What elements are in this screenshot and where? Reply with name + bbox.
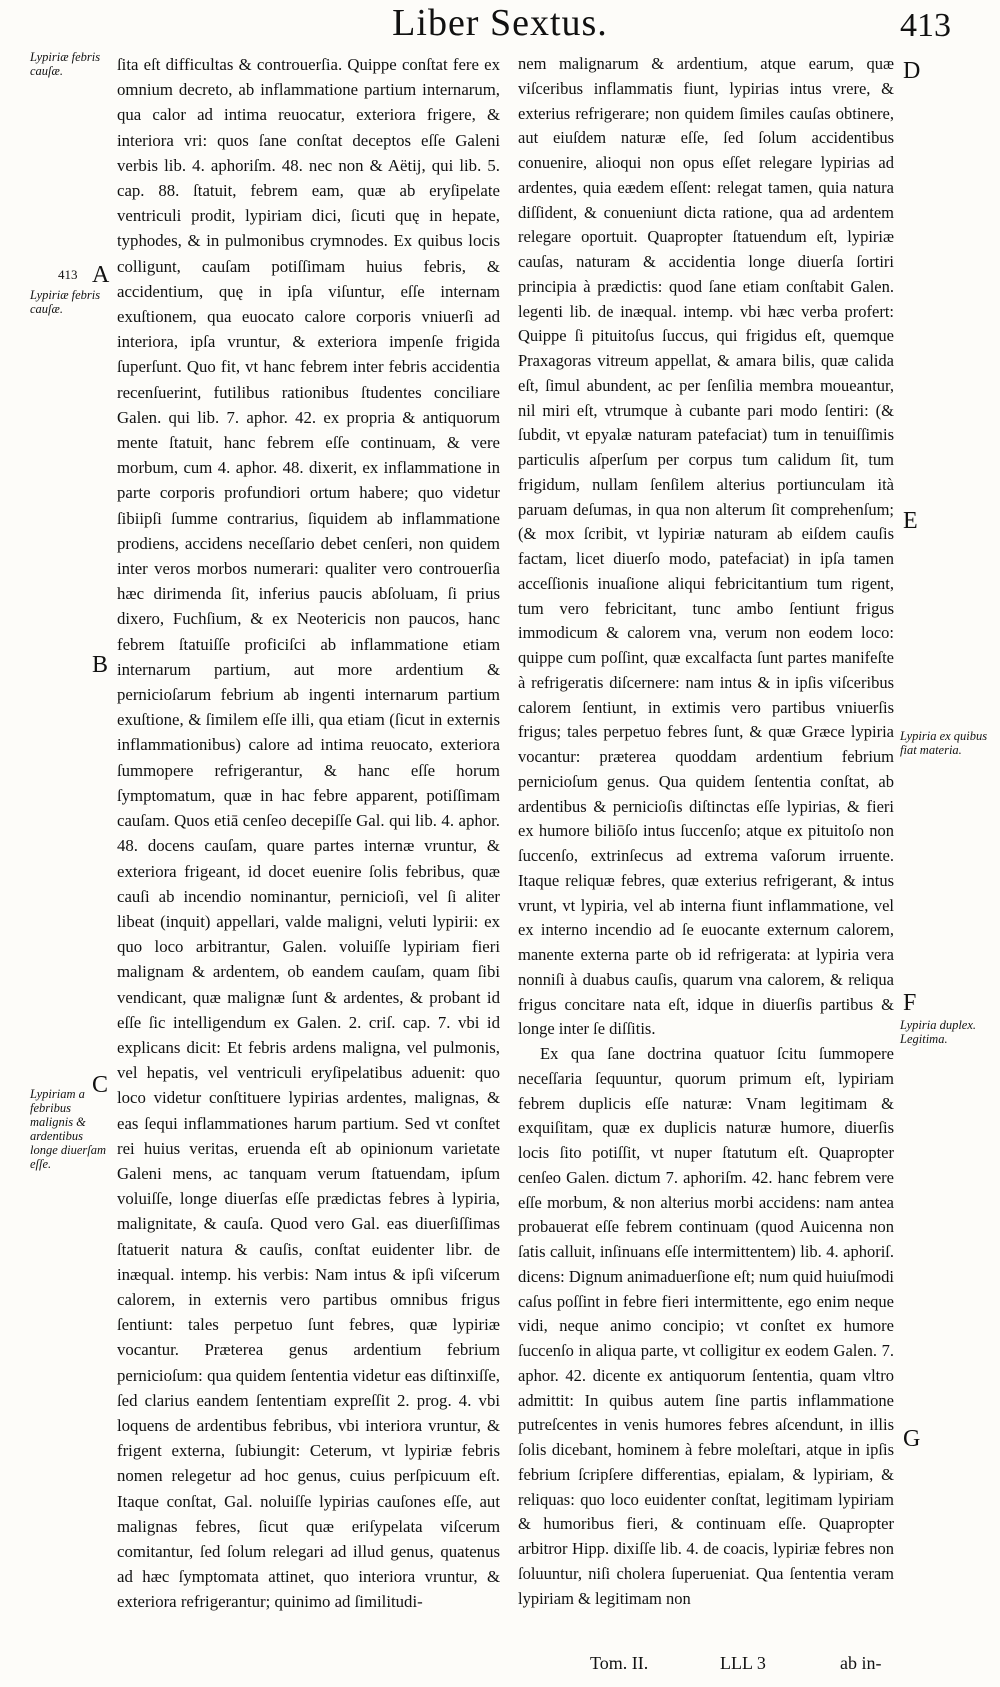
right-column-paragraph-1: nem malignarum & ardentium, atque earum, quæ viſceribus inflammatis fiunt, lypirias intus vrere, & exterius refrigerare; non quidem ſimiles cauſas obtinere, aut eiuſdem naturæ eſſe, ſed ſolum accidentibus conuenire, alioqui non opus eſſet relegare lypirias ad ardentes, quia eædem eſſent: relegat tamen, quia natura diſſident, & conueniunt dicta ratione, qua ad ardentem relegare oportuit. Quapropter ſtatuendum eſt, lypiriæ cauſas, naturam & accidentia longe diuerſa ſortiri principia à prædictis: quod ſane etiam conſtabit Galen. legenti lib. de inæqual. intemp. vbi hæc verba profert: Quippe ſi pituitoſus ſuccus, qui frigidus eſt, quemque Praxagoras vitreum appellat, & amara bilis, quæ calida eſt, ſimul abundent, ac per ſenſilia membra moueantur, nil miri eſt, vtrumque à cubante pari modo ſentiri: (& ſubdit, vt epyalæ naturam patefaciat) tum in tenuiſſimis particulis aſperſum per corpus tum calidum ſit, tum frigidum, nullam ſenſilem alterius portiunculam ità paruam deſumas, in qua non alterum ſit comprehenſum; (& mox ſcribit, vt lypiriæ naturam ab eiſdem cauſis factam, licet diuerſo modo, patefaciat) in ipſa tamen acceſſionis inuaſione aliqui febricitantium tum rigent, tum vero febricitant, tunc ambo ſentiunt frigus immodicum & calorem vna, verum non eodem loco: quippe cum poſſint, quæ excalfacta ſunt partes manifeſte à refrigeratis diſcernere: nam intus & in ipſis viſceribus calorem ſentiunt, in extimis vero partibus vniuerſis frigus; tales perpetuo febres ſunt, & quæ Græce lypiria vocantur: præterea quoddam ardentium febrium pernicioſum genus. Qua quidem ſententia conſtat, ab ardentibus & pernicioſis diſtinctas eſſe lypirias, & fieri ex humore biliōſo intus ſuccenſo; atque ex pituitoſo non ſuccenſo, extrinſecus ad extrema vaſorum irruente. Itaque reliquæ febres, quæ exterius refrigerant, & intus vrunt, vt lypiria, vel ab interna fiunt inflammatione, vel ex interno incendio ad ſe euocante externum calorem, manente externa parte ob id refrigerata: at lypiria vera nonniſi à duabus cauſis, quarum vna calorem, & reliqua frigus concitare nata eſt, idque in diuerſis partibus & longe inter ſe diſſitis.	[518, 54, 894, 1039]
page-number: 413	[900, 7, 951, 44]
left-column	[117, 52, 500, 1615]
margin-note-right-1: Lypiria ex quibus fiat materia.	[900, 729, 988, 757]
margin-note-left-3: Lypiriam a febribus malignis & ardentibus longe diuerſam eſſe.	[30, 1087, 107, 1171]
margin-note-left-2: Lypiriæ febris cauſæ.	[30, 288, 101, 316]
section-letter-g: G	[903, 1426, 921, 1452]
page-title: Liber Sextus.	[392, 2, 608, 44]
section-letter-a: A	[92, 262, 110, 288]
margin-number: 413	[58, 267, 78, 282]
section-letter-f: F	[903, 990, 917, 1016]
section-letter-d: D	[903, 58, 921, 84]
right-column	[518, 52, 894, 1611]
section-letter-c: C	[92, 1072, 109, 1098]
footer-catchword: ab in-	[840, 1653, 882, 1673]
margin-note-left-1: Lypiriæ febris cauſæ.	[30, 50, 101, 78]
footer-signature: LLL 3	[720, 1653, 766, 1673]
margin-note-right-2: Lypiria duplex. Legitima.	[900, 1018, 977, 1046]
section-letter-b: B	[92, 652, 109, 678]
right-column-paragraph-2: Ex qua ſane doctrina quatuor ſcitu ſummopere neceſſaria ſequuntur, quorum primum eſt, lypiriam febrem duplicis eſſe naturæ: Vnam legitimam & exquiſitam, quæ ex duplicis naturæ humore, diuerſis locis ſito potiſſit, vt nuper ſtatutum eſt. Quapropter cenſeo Galen. dictum 7. aphoriſm. 42. hanc febrem vere eſſe morbum, & non alterius morbi accidens: nam antea probauerat eſſe febrem continuam (quod Auicenna non ſatis calluit, inſinuans eſſe intermittentem) lib. 4. aphoriſ. dicens: Dignum animaduerſione eſt; num quid huiuſmodi caſus poſſint in febre fieri intermittente, ego enim neque vidi, neque animo concipio; vt conſtet ex humore ſuccenſo in aliqua parte, vt colligitur ex eodem Galen. 7. aphor. 42. dicente ex antiquorum ſententia, quam vltro admittit: In quibus autem ſine partis inflammatione putreſcentes in venis humores febres aſcendunt, in illis ſolis dicebant, hominem à febre moleſtari, atque in ipſis febrium ſcripſere differentias, epialam, & lypiriam, & reliquas: quo loco euidenter conſtat, legitimam lypiriam & humoribus fieri, & continuam eſſe. Quapropter arbitror Hipp. dixiſſe lib. 4. de coacis, lypiriæ febres non ſoluuntur, niſi cholera ſuperueniat. Qua ſententia veram lypiriam & legitimam non	[518, 1044, 894, 1608]
footer-volume: Tom. II.	[590, 1653, 649, 1673]
section-letter-e: E	[903, 508, 918, 534]
left-column-paragraph: ſita eſt difficultas & controuerſia. Quippe conſtat fere ex omnium decreto, ab inflammatione partium internarum, qua calor ad intima reuocatur, exteriora frigere, & interiora vri: quos ſane conſtat deceptos eſſe Galeni verbis lib. 4. aphoriſm. 48. nec non & Aëtij, qui lib. 5. cap. 88. ſtatuit, febrem eam, quæ ab eryſipelate ventriculi prodit, lypiriam dici, ſicuti quę in hepate, typhodes, & in pulmonibus crymnodes. Ex quibus locis colligunt, cauſam potiſſimam huius febris, & accidentium, quę in ipſa viſuntur, eſſe internam exuſtionem, qua euocato calore corporis vniuerſi ad interiora, ipſa vruntur, & exteriora impenſe frigida ſuperſunt. Quo fit, vt hanc febrem inter febris accidentia recenſuerint, futilibus rationibus ſtudentes conciliare Galen. qui lib. 7. aphor. 42. ex propria & antiquorum mente ſtatuit, hanc febrem eſſe continuam, & vere morbum, cum 4. aphor. 48. dixerit, ex inflammatione in parte corporis profundiori ortum habere; quo videtur ſibiipſi ſumme contrarius, ſiquidem ab inflammatione prodiens, accidens neceſſario debet cenſeri, non quidem inter veros morbos numerari: qualiter vero controuerſia hæc dirimenda ſit, inferius paucis abſoluam, ſi prius dixero, Fuchſium, & ex Neotericis non paucos, hanc febrem ſtatuiſſe proficiſci ab inflammatione etiam internarum partium, aut more ardentium & pernicioſarum febrium ab ingenti internarum partium exuſtione, & ſimilem eſſe illi, qua etiam (ſicut in externis inflammationibus) calore ad intima reuocato, exteriora ſummopere refrigerantur, & hanc eſſe horum ſymptomatum, quæ in hac febre apparent, potiſſimam cauſam. Quos etiā cenſeo decepiſſe Gal. qui lib. 4. aphor. 48. docens cauſam, quare partes internæ vruntur, & exteriora frigeant, id docet euenire ſolis febribus, quæ cauſi ab incendio nominantur, pernicioſi, vel ſi aliter libeat (inquit) appellari, valde maligni, veluti lypirii: ex quo loco arbitrantur, Galen. voluiſſe lypiriam fieri malignam & ardentem, ob eandem cauſam, quam ſibi vendicant, quæ malignæ ſunt & ardentes, & probant id eſſe ſic intelligendum ex Galen. 2. criſ. cap. 7. vbi id explicans dicit: Et febris ardens maligna, vel pulmonis, vel hepatis, vel ventriculi eryſipelatibus aduenit: quo loco videtur conſtituere lypirias ardentes, malignas, & eas ſequi inflammationes harum partium. Sed vt conſtet rei huius veritas, eruenda eſt ab opinionum varietate Galeni mens, ac tanquam verum ſtatuendam, ipſum voluiſſe, longe diuerſas eſſe prædictas febres à lypiria, malignitate, & cauſa. Quod vero Gal. eas diuerſiſſimas ſtatuerit natura & cauſis, conſtat euidenter libr. de inæqual. intemp. his verbis: Nam intus & ipſi viſcerum calorem, in externis vero partibus omnibus frigus ſentiunt: tales perpetuo ſunt febres, quæ lypiriæ vocantur. Præterea genus ardentium febrium pernicioſum: qua quidem ſententia videtur eas diſtinxiſſe, ſed clarius eandem ſententiam expreſſit 2. prog. 4. vbi loquens de ardentibus febribus, vbi interiora vruntur, & frigent externa, ſubiungit: Ceterum, vt lypiriæ febris nomen relegetur ad hoc genus, cuius perſpicuum eſt. Itaque conſtat, Gal. noluiſſe lypirias cauſones eſſe, aut malignas febres, ſicut quæ eriſypelata viſcerum comitantur, ſed ſolum relegari ad illud genus, quatenus ad hæc ſymptomata attinet, quo interiora vruntur, & exteriora refrigerantur; quinimo ad ſimilitudi-	[117, 55, 500, 1612]
